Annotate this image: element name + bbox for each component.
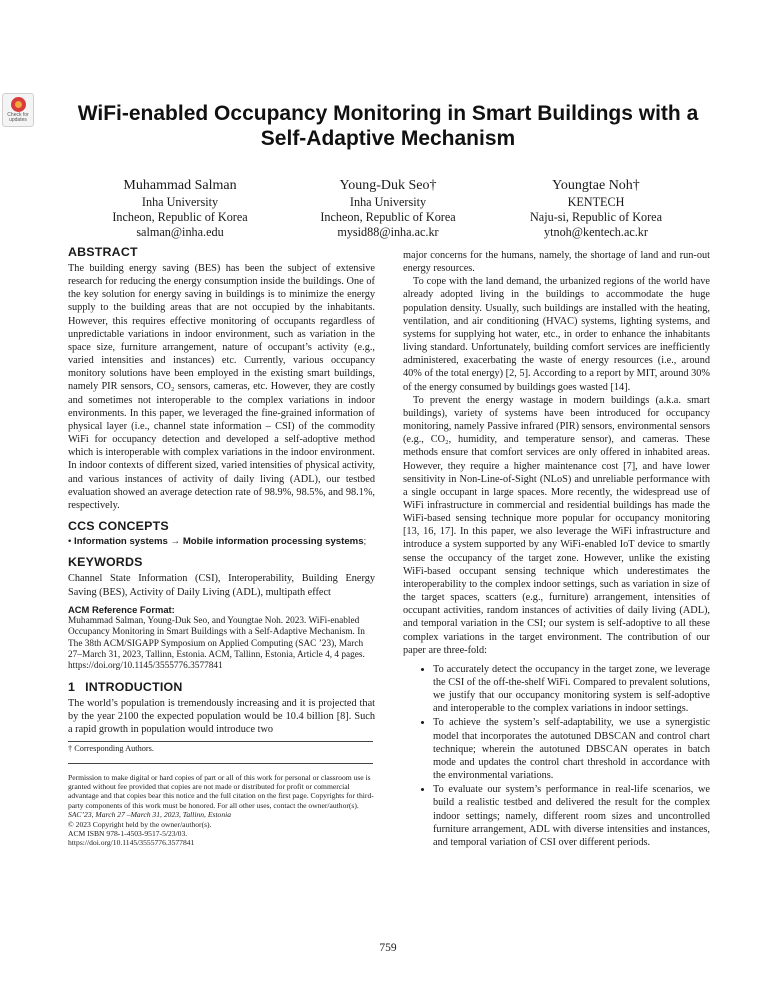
ccs-tail: ;	[363, 535, 367, 547]
author-affiliation: KENTECH	[567, 195, 625, 209]
author-email[interactable]: mysid88@inha.ac.kr	[337, 224, 439, 239]
contribution-list	[403, 663, 710, 849]
intro-paragraph: major concerns for the humans, namely, the shortage of land and run-out energy resources.	[403, 250, 710, 275]
acm-reference-heading: ACM Reference Format:	[68, 603, 175, 615]
author-name: Muhammad Salman	[123, 178, 237, 193]
copyright-line: © 2023 Copyright held by the owner/author(s).	[68, 819, 212, 829]
author-email[interactable]: salman@inha.edu	[136, 224, 224, 239]
footnote: † Corresponding Authors.	[68, 744, 154, 754]
author-location: Incheon, Republic of Korea	[112, 209, 248, 224]
acm-reference-text: Muhammad Salman, Young-Duk Seo, and Youngtae Noh. 2023. WiFi-enabled Occupancy Monitoring in Smart Buildings with a Self-Adaptive Mechanism. In The 38th ACM/SIGAPP Symposium on Applied Computing (SAC ’23), March 27–March 31, 2023, Tallinn, Estonia. ACM, Tallinn, Estonia, Article 4, 4 pages. https://doi.org/10.1145/3555776.3577841	[68, 615, 365, 672]
section-title: INTRODUCTION	[85, 679, 183, 694]
page-number: 759	[379, 942, 397, 954]
author-block	[288, 177, 488, 239]
permission-divider	[68, 763, 373, 764]
author-block	[80, 177, 280, 239]
list-item: • To achieve the system’s self-adaptability, we use a synergistic model that incorporates the autotuned DBSCAN and control chart technique; wherein the autotuned DBSCAN operates in batch mode and updates the control chart threshold in accordance with the environmental variations.	[433, 716, 710, 782]
ccs-heading: CCS CONCEPTS	[68, 518, 169, 533]
list-item: • To evaluate our system’s performance in real-life scenarios, we build a realistic testbed and delivered the result for the complex indoor settings; namely, different room sizes and uncontrolled furniture arrangement, ADL with diverse intensities and instances, and temporal variation of CSI over different periods.	[433, 783, 710, 849]
footnote-divider	[68, 741, 373, 742]
intro-paragraph: The world’s population is tremendously increasing and it is projected that by the year 2100 the expected population would be 10.4 billion [8]. Such a rapid growth in population would introduce two	[68, 697, 375, 736]
left-column	[68, 244, 375, 848]
abstract-heading: ABSTRACT	[68, 245, 138, 259]
keywords-text: Channel State Information (CSI), Interoperability, Building Energy Saving (BES), Activity of Daily Living (ADL), multipath effect	[68, 573, 375, 598]
permission-notice	[68, 773, 375, 848]
ccs-term: Mobile information processing systems	[182, 535, 364, 547]
section-number: 1	[68, 679, 76, 694]
ccs-concepts	[68, 536, 375, 549]
intro-paragraph: To cope with the land demand, the urbanized regions of the world have already adopted living in the buildings to accommodate the huge population density. Usually, such buildings are installed with the heating, ventilation, and air conditioning (HVAC) systems, lighting systems, and systems for supplying hot water, etc., in order to enhance the inhabitants living standard. Unfortunately, building comfort services are inefficiently administered, exacerbating the waste of energy resources (i.e., around 40% of the total energy) [2, 5]. According to a report by MIT, around 30% of the energy consumed by buildings goes wasted [14].	[403, 276, 710, 393]
isbn-line: ACM ISBN 978-1-4503-9517-5/23/03.	[68, 828, 188, 838]
author-location: Naju-si, Republic of Korea	[530, 209, 662, 224]
check-for-updates-badge[interactable]	[2, 93, 34, 127]
intro-paragraph: To prevent the energy wastage in modern buildings (a.k.a. smart buildings), variety of systems have been introduced for occupancy monitoring, namely Passive infrared (PIR) sensors, environmental sensors (e.g., CO₂, humidity, and temperature sensor), and cameras. These methods ensure that comfort services are only offered in inhabited areas. However, they require a higher maintenance cost [7], and have lower sensitivity in Non-Line-of-Sight (NLoS) and unreliable performance with a single occupant in large spaces. More recently, the widespread use of WiFi infrastructure in commercial and residential buildings has made the WiFi-based sensing technique more popular for occupancy monitoring [13, 16, 17]. In this paper, we also leverage the WiFi infrastructure and introduce a system supported by any WiFi-enabled IoT device to smartly sense the occupancy of the target zone. However, unlike the existing WiFi-based occupant sensing technique which underestimates the interoperability to the complex indoor settings, such as variation in size of the target spaces, scatters (e.g., furniture) arrangement, intensities of occupant activities, random instances of activities of daily living (ADL), and temporal variation in the CSI; our system is self-adoptive to all these complex variations in the target environment. The contribution of our paper are three-fold:	[403, 394, 710, 656]
author-affiliation: Inha University	[349, 195, 427, 209]
author-location: Incheon, Republic of Korea	[320, 209, 456, 224]
conference-line: SAC’23, March 27 –March 31, 2023, Tallinn, Estonia	[68, 810, 232, 820]
paper-title: WiFi-enabled Occupancy Monitoring in Smart Buildings with a Self-Adaptive Mechanism	[77, 102, 699, 150]
ccs-bullet: •	[68, 535, 72, 547]
ccs-term: Information systems	[74, 535, 168, 547]
keywords-heading: KEYWORDS	[68, 555, 143, 570]
right-column	[403, 249, 710, 850]
doi-link[interactable]: https://doi.org/10.1145/3555776.3577841	[68, 838, 195, 848]
author-name: Young-Duk Seo†	[339, 178, 437, 193]
list-item: • To accurately detect the occupancy in the target zone, we leverage the CSI of the off-the-shelf WiFi. Compared to prevalent solutions, we justify that our occupancy monitoring system is self-adoptive and interoperable to the complex variations in indoor settings.	[433, 663, 710, 716]
author-affiliation: Inha University	[141, 195, 219, 209]
ccs-arrow: →	[170, 535, 181, 547]
introduction-heading	[68, 679, 375, 695]
abstract-text: The building energy saving (BES) has been the subject of extensive research for reducing the energy consumption inside the buildings. One of the key solution for energy saving in buildings is to minimize the energy supply to the building areas that are not occupied by the inhabitants. However, this requires effective monitoring of occupants regardless of unpredictable variations in indoor environment, such as variation in the space size, furniture arrangement, nature of occupant’s activity (e.g., varied intensities and instances) etc. Currently, various occupancy monitory solutions have been employed in the existing smart buildings, namely PIR sensors, CO₂ sensors, cameras, etc. However, they are costly and sometimes not interoperable to the complex variations in indoor environments. In this paper, we leveraged the fine-grained information of physical layer (i.e., channel state information – CSI) of the commodity WiFi for occupancy detection and developed a self-adoptive method which is interoperable with complex variations in the indoor environment. In indoor contexts of different sized, varied intensities of physical activity, and various instances of activity of daily living (ADL), our testbed evaluation showed an average detection rate of 98.9%, 98.5%, and 98.1%, respectively.	[68, 263, 375, 511]
author-email[interactable]: ytnoh@kentech.ac.kr	[544, 224, 648, 239]
author-block	[496, 177, 696, 239]
crossmark-icon	[11, 97, 26, 112]
author-name: Youngtae Noh†	[552, 178, 640, 193]
badge-label: Check for updates	[7, 112, 29, 123]
permission-text: Permission to make digital or hard copies of part or all of this work for personal or classroom use is granted without fee provided that copies are not made or distributed for profit or commercial advantage and that copies bear this notice and the full citation on the first page. Copyrights for third-party components of this work must be honored. For all other uses, contact the owner/author(s).	[68, 772, 374, 810]
